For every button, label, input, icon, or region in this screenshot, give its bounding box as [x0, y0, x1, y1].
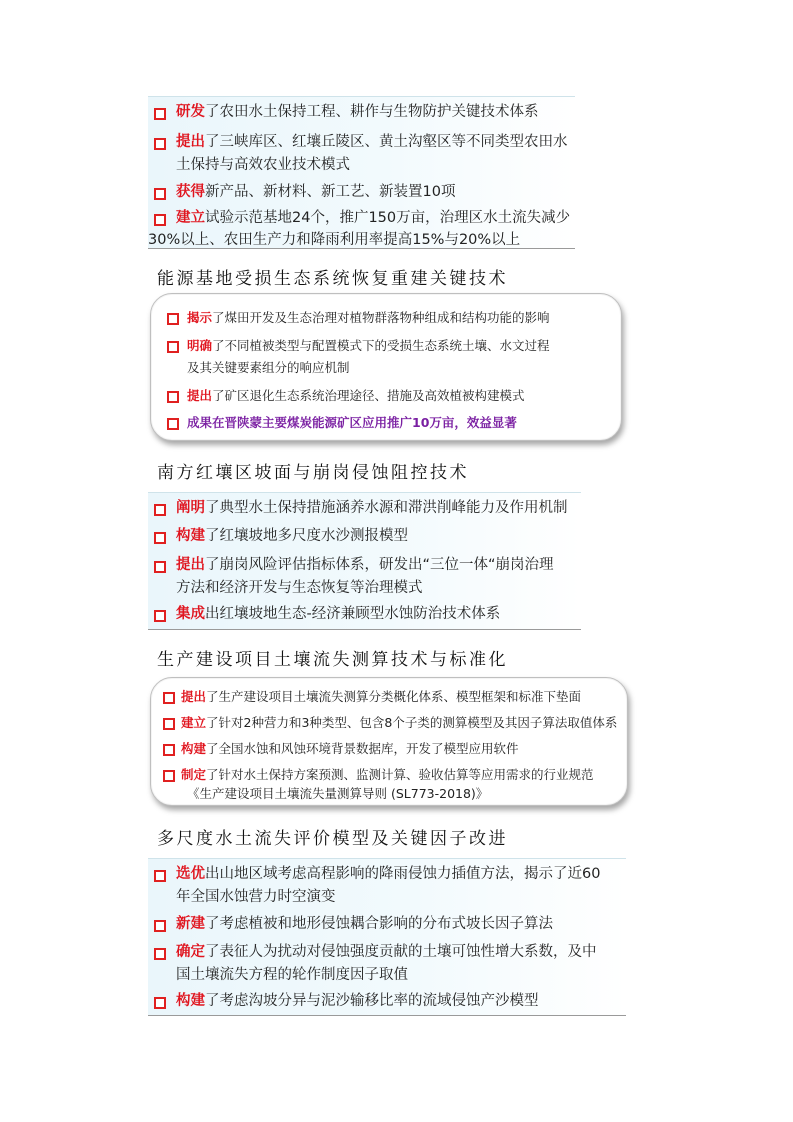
section-heading: 多尺度水土流失评价模型及关键因子改进: [157, 829, 508, 849]
bullet-icon: [154, 997, 166, 1009]
section-heading: 生产建设项目土壤流失测算技术与标准化: [157, 650, 508, 670]
bullet-icon: [154, 948, 166, 960]
bullet-icon: [154, 920, 166, 932]
section-construction-box: 提出了生产建设项目土壤流失测算分类概化体系、模型框架和标准下垫面 建立了针对2种营力和3种类型、包含8个子类的测算模型及其因子算法取值体系 构建了全国水蚀和风蚀环境背景数据库，开发了模型应用软件 制定了针对水土保持方案预测、监测计算、验收估算等应用需求的行业规范 《生产建设项目土壤流失量测算导则 (SL773-2018)》: [150, 677, 628, 806]
section-energy-box: 揭示了煤田开发及生态治理对植物群落物种组成和结构功能的影响 明确了不同植被类型与配置模式下的受损生态系统土壤、水文过程 及其关键要素组分的响应机制 提出了矿区退化生态系统治理途径、措施及高效植被构建模式 成果在晋陕蒙主要煤炭能源矿区应用推广10万亩，效益显著: [150, 293, 622, 441]
bullet-icon: [154, 561, 166, 573]
bullet-icon: [167, 341, 179, 353]
bullet-icon: [163, 770, 175, 782]
section-farmland-box: 研发了农田水土保持工程、耕作与生物防护关键技术体系 提出了三峡库区、红壤丘陵区、黄土沟壑区等不同类型农田水 土保持与高效农业技术模式 获得新产品、新材料、新工艺、新装置10项 建立试验示范基地24个，推广150万亩，治理区水土流失减少 30%以上、农田生产力和降雨利用率提高15%与20%以上: [148, 96, 575, 249]
section-heading: 能源基地受损生态系统恢复重建关键技术: [157, 269, 508, 289]
bullet-icon: [154, 108, 166, 120]
bullet-icon: [163, 718, 175, 730]
bullet-icon: [163, 692, 175, 704]
bullet-icon: [154, 610, 166, 622]
bullet-icon: [167, 313, 179, 325]
bullet-icon: [167, 418, 179, 430]
bullet-icon: [154, 214, 166, 226]
bullet-icon: [154, 138, 166, 150]
bullet-icon: [167, 391, 179, 403]
section-red-soil-box: 阐明了典型水土保持措施涵养水源和滞洪削峰能力及作用机制 构建了红壤坡地多尺度水沙测报模型 提出了崩岗风险评估指标体系，研发出“三位一体“崩岗治理 方法和经济开发与生态恢复等治理模式 集成出红壤坡地生态-经济兼顾型水蚀防治技术体系: [148, 492, 581, 630]
section-model-box: 选优出山地区域考虑高程影响的降雨侵蚀力插值方法，揭示了近60 年全国水蚀营力时空演变 新建了考虑植被和地形侵蚀耦合影响的分布式坡长因子算法 确定了表征人为扰动对侵蚀强度贡献的土壤可蚀性增大系数，及中 国土壤流失方程的轮作制度因子取值 构建了考虑沟坡分异与泥沙输移比率的流域侵蚀产沙模型: [148, 858, 626, 1016]
bullet-icon: [154, 504, 166, 516]
section-heading: 南方红壤区坡面与崩岗侵蚀阻控技术: [157, 463, 469, 483]
bullet-icon: [154, 870, 166, 882]
bullet-icon: [154, 188, 166, 200]
bullet-icon: [163, 744, 175, 756]
bullet-icon: [154, 532, 166, 544]
